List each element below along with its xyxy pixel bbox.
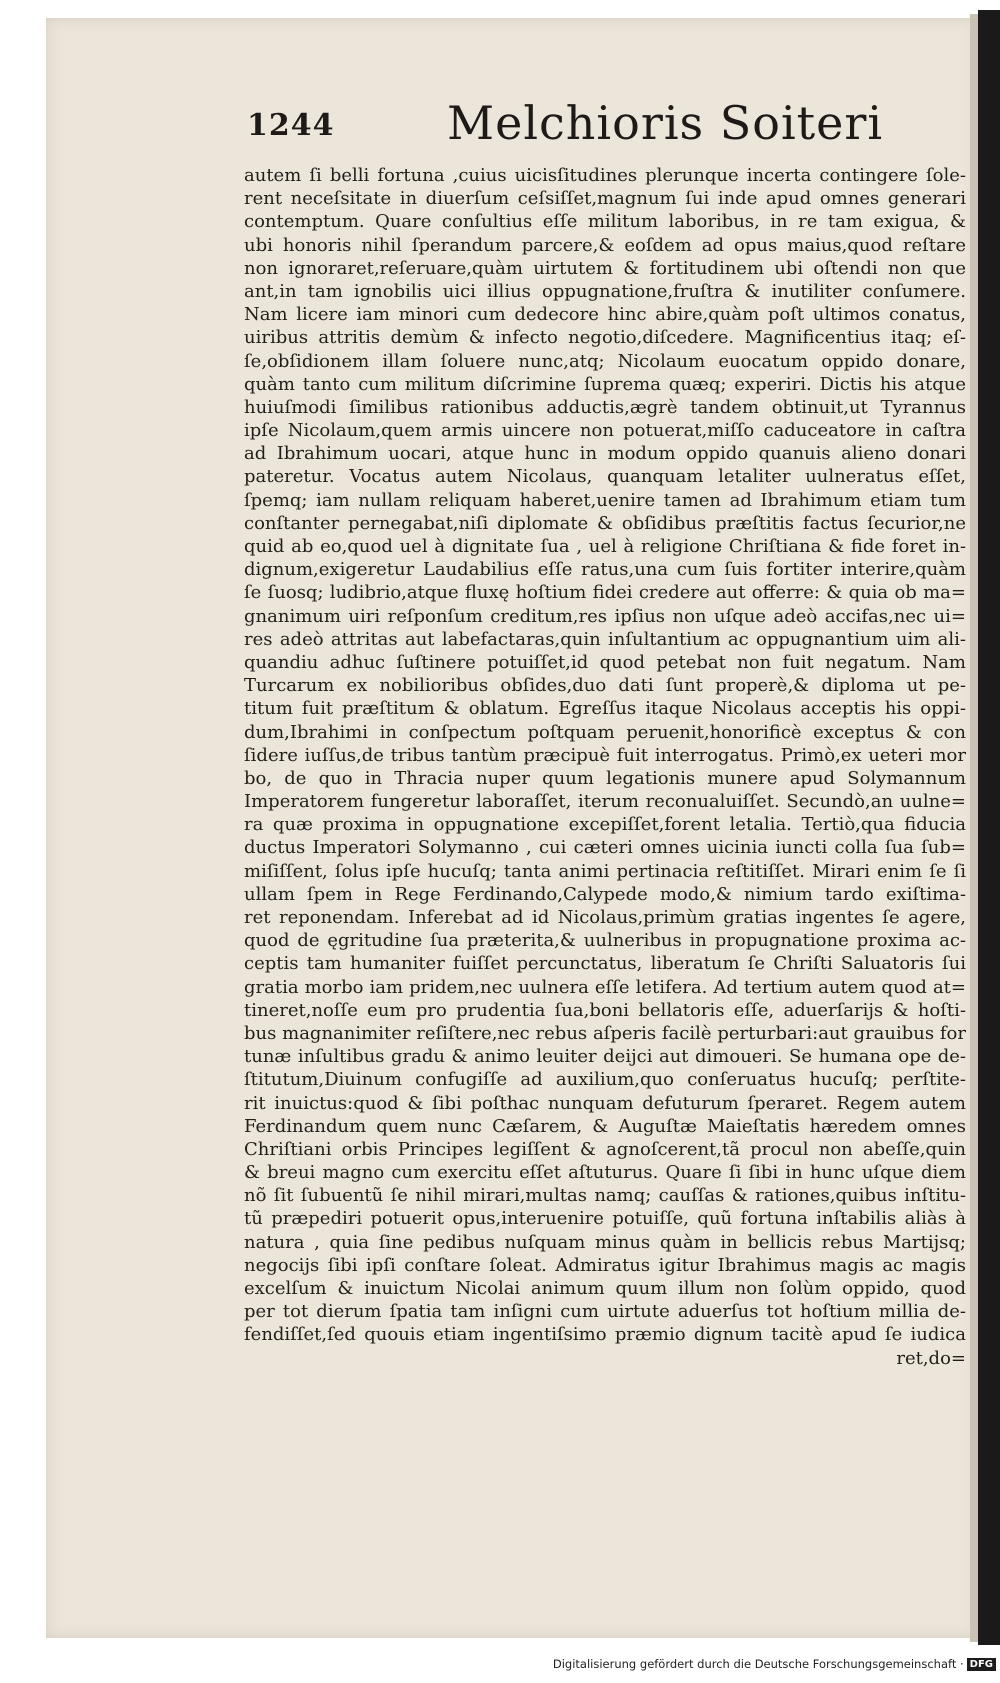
text-line: uiribus attritis demùm & infecto negotio,diſcedere. Magnificentius itaq; eſ- xyxy=(244,327,966,349)
text-line: ad Ibrahimum uocari, atque hunc in modum oppido quanuis alieno donari xyxy=(244,443,966,465)
text-line: Turcarum ex nobilioribus obſides,duo dati ſunt properè,& diploma ut pe- xyxy=(244,675,966,697)
text-line: bo, de quo in Thracia nuper quum legationis munere apud Solymannum xyxy=(244,767,966,789)
footer-credit xyxy=(520,1657,996,1677)
text-line: ſtitutum,Diuinum confugiſſe ad auxilium,quo conſeruatus hucuſq; perſtite- xyxy=(244,1069,966,1091)
text-line: ullam ſpem in Rege Ferdinando,Calypede modo,& nimium tardo exiſtima- xyxy=(244,883,966,905)
book-spine xyxy=(978,10,1000,1645)
text-line: res adeò attritas aut labefactaras,quin inſultantium ac oppugnantium uim ali- xyxy=(244,628,966,650)
text-line: autem ſi belli fortuna ,cuius uicisſitudines plerunque incerta contingere ſole- xyxy=(244,165,966,186)
text-line: Chriſtiani orbis Principes legiſſent & agnoſcerent,tã procul non abeſſe,quin xyxy=(244,1138,966,1160)
text-line: ant,in tam ignobilis uici illius oppugnatione,fruſtra & inutiliter conſumere. xyxy=(244,280,966,302)
running-title: Melchioris Soiteri xyxy=(447,96,884,150)
text-line: tineret,noſſe eum pro prudentia ſua,boni bellatoris eſſe, aduerſarijs & hoſti- xyxy=(244,999,966,1021)
text-line: ſe,obſidionem illam ſoluere nunc,atq; Nicolaum euocatum oppido donare, xyxy=(244,350,966,372)
text-line: conſtanter pernegabat,niſi diplomate & obſidibus præſtitis factus ſecurior,ne xyxy=(244,512,966,534)
dfg-logo: DFG xyxy=(967,1658,996,1671)
text-line: non ignoraret,reſeruare,quàm uirtutem & fortitudinem ubi oſtendi non que xyxy=(244,257,966,279)
text-line: Nam licere iam minori cum dedecore hinc abire,quàm poſt ultimos conatus, xyxy=(244,304,966,326)
text-line: ra quæ proxima in oppugnatione excepiſſet,forent letalia. Tertiò,qua fiducia xyxy=(244,814,966,836)
text-line: excelſum & inuictum Nicolai animum quum illum non ſolùm oppido, quod xyxy=(244,1278,966,1299)
text-line: Ferdinandum quem nunc Cæſarem, & Auguſtæ Maieſtatis hæredem omnes xyxy=(244,1115,966,1137)
text-line: negocijs ſibi ipſi conſtare ſoleat. Admiratus igitur Ibrahimus magis ac magis xyxy=(244,1254,966,1276)
text-line: ſe ſuosq; ludibrio,atque fluxę hoſtium fidei credere aut offerre: & quia ob ma= xyxy=(244,582,966,604)
text-line: rit inuictus:quod & ſibi poſthac nunquam defuturum ſperaret. Regem autem xyxy=(244,1092,966,1114)
text-line: ipſe Nicolaum,quem armis uincere non potuerat,miſſo caduceatore in caſtra xyxy=(244,420,966,442)
text-line: bus magnanimiter reſiſtere,nec rebus aſperis facilè perturbari:aut grauibus for xyxy=(244,1022,966,1044)
text-line: huiuſmodi ſimilibus rationibus adductis,ægrè tandem obtinuit,ut Tyrannus xyxy=(244,396,966,418)
text-line: quod de ęgritudine ſua præterita,& uulneribus in propugnatione proxima ac- xyxy=(244,930,966,952)
text-line: ductus Imperatori Solymanno , cui cæteri omnes uicinia iuncti colla ſua ſub= xyxy=(244,837,966,859)
text-line: ubi honoris nihil ſperandum parcere,& eoſdem ad opus maius,quod reſtare xyxy=(244,234,966,256)
text-line: ret,do= xyxy=(896,1347,966,1369)
text-line: quandiu adhuc ſuſtinere potuiſſet,id quod petebat non fuit negatum. Nam xyxy=(244,651,966,673)
text-line: dignum,exigeretur Laudabilius eſſe ratus,una cum ſuis fortiter interire,quàm xyxy=(244,559,966,581)
text-line: gratia morbo iam pridem,nec uulnera eſſe letifera. Ad tertium autem quod at= xyxy=(244,976,966,998)
body-text xyxy=(244,164,966,1370)
footer-credit-text: Digitalisierung gefördert durch die Deutsche Forschungsgemeinschaft · xyxy=(552,1657,964,1671)
text-line: pateretur. Vocatus autem Nicolaus, quanquam letaliter uulneratus eſſet, xyxy=(244,466,966,488)
text-line: contemptum. Quare conſultius eſſe militum laboribus, in re tam exigua, & xyxy=(244,211,966,233)
text-line: nõ ſit ſubuentũ ſe nihil mirari,multas namq; cauſſas & rationes,quibus inſtitu- xyxy=(244,1185,966,1207)
text-line: dum,Ibrahimi in conſpectum poſtquam peruenit,honorificè exceptus & con xyxy=(244,721,966,743)
text-line: tunæ inſultibus gradu & animo leuiter deijci aut dimoueri. Se humana ope de- xyxy=(244,1046,966,1068)
text-line: ſidere iuſſus,de tribus tantùm præcipuè fuit interrogatus. Primò,ex ueteri mor xyxy=(244,744,966,766)
text-line: quid ab eo,quod uel à dignitate ſua , uel à religione Chriſtiana & fide foret in- xyxy=(244,536,966,557)
page-header xyxy=(247,96,947,156)
text-line: quàm tanto cum militum diſcrimine ſuprema quæq; experiri. Dictis his atque xyxy=(244,373,966,395)
text-line: ceptis tam humaniter fuiſſet percunctatus, liberatum ſe Chriſti Saluatoris ſui xyxy=(244,953,966,975)
text-line: per tot dierum ſpatia tam inſigni cum uirtute aduerſus tot hoſtium millia de- xyxy=(244,1301,966,1323)
text-line: gnanimum uiri reſponſum creditum,res ipſius non uſque adeò accifas,nec ui= xyxy=(244,605,966,627)
text-line: rent neceſsitate in diuerſum ceſsiſſet,magnum ſui inde apud omnes generari xyxy=(244,188,966,210)
page-number: 1244 xyxy=(247,108,335,143)
text-line: ret reponendam. Inferebat ad id Nicolaus,primùm gratias ingentes ſe agere, xyxy=(244,907,966,928)
text-line: ſpemq; iam nullam reliquam haberet,uenire tamen ad Ibrahimum etiam tum xyxy=(244,489,966,511)
text-line: Imperatorem fungeretur laboraſſet, iterum reconualuiſſet. Secundò,an uulne= xyxy=(244,791,966,813)
text-line: titum fuit præſtitum & oblatum. Egreſſus itaque Nicolaus acceptis his oppi- xyxy=(244,698,966,720)
text-line: natura , quia ſine pedibus nuſquam minus quàm in bellicis rebus Martijsq; xyxy=(244,1231,966,1253)
text-line: & breui magno cum exercitu eſſet aſtuturus. Quare ſi ſibi in hunc uſque diem xyxy=(244,1162,966,1184)
text-line: miſiſſent, ſolus ipſe hucuſq; tanta animi pertinacia reſtitiſſet. Mirari enim ſe ſi xyxy=(244,860,966,882)
text-line: fendiſſet,ſed quouis etiam ingentiſsimo præmio dignum tacitè apud ſe iudica xyxy=(244,1324,966,1346)
text-line: tũ præpediri potuerit opus,interuenire potuiſſe, quũ fortuna inſtabilis aliàs à xyxy=(244,1208,966,1230)
